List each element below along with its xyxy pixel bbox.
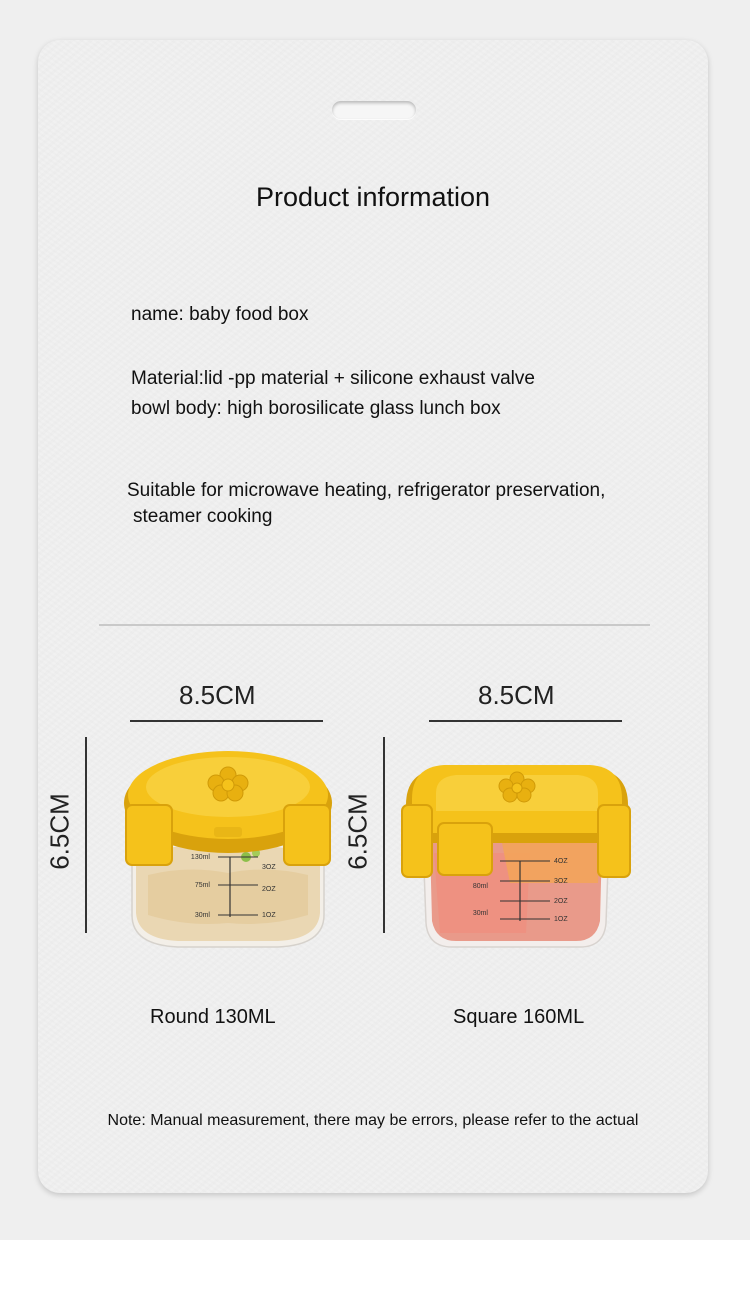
round-scale-left-3: 30ml: [194, 912, 210, 919]
measurement-note: Note: Manual measurement, there may be errors, please refer to the actual: [107, 1112, 639, 1129]
material-line-2: bowl body: high borosilicate glass lunch box: [131, 398, 501, 419]
hang-slot: [332, 101, 416, 119]
round-height-line: [85, 737, 87, 933]
page-title: Product information: [255, 182, 491, 212]
usage-line-1: Suitable for microwave heating, refrigerator preservation,: [127, 480, 606, 501]
round-height-label: 6.5CM: [44, 793, 75, 870]
square-scale-right-4: 1OZ: [554, 916, 568, 923]
square-scale-right-1: 4OZ: [554, 858, 568, 865]
round-scale-left-2: 75ml: [194, 882, 210, 889]
square-height-label: 6.5CM: [342, 793, 373, 870]
square-scale-right-2: 3OZ: [554, 878, 568, 885]
square-caption: Square 160ML: [453, 1006, 585, 1028]
product-info-card: [38, 40, 708, 1193]
material-line-1: Material:lid -pp material + silicone exhaust valve: [131, 368, 535, 389]
usage-line-2: steamer cooking: [133, 506, 273, 527]
round-scale-left-1: 130ml: [190, 854, 210, 861]
square-height-line: [383, 737, 385, 933]
square-width-label: 8.5CM: [478, 680, 555, 710]
square-width-line: [429, 720, 622, 722]
square-container-image: [400, 743, 632, 953]
section-divider: [99, 624, 650, 626]
square-scale-right-3: 2OZ: [554, 898, 568, 905]
round-scale-right-2: 2OZ: [262, 886, 276, 893]
round-container-image: [118, 745, 338, 950]
name-line: name: baby food box: [131, 304, 309, 325]
round-caption: Round 130ML: [150, 1006, 276, 1028]
round-scale-right-3: 1OZ: [262, 912, 276, 919]
round-width-line: [130, 720, 323, 722]
bottom-strip: [0, 1240, 750, 1292]
square-scale-left-2: 80ml: [472, 883, 488, 890]
round-width-label: 8.5CM: [179, 680, 256, 710]
round-scale-right-1: 3OZ: [262, 864, 276, 871]
square-scale-left-3: 30ml: [472, 910, 488, 917]
